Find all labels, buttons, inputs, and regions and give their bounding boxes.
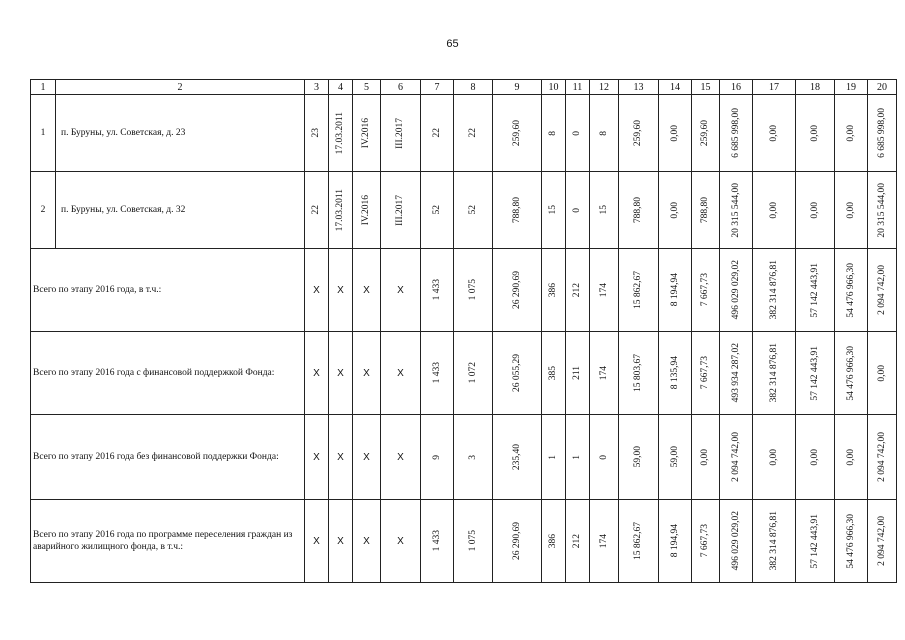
table-cell [835, 172, 868, 249]
cell-value: 496 029 029,02 [730, 260, 741, 320]
cell-value: 6 685 998,00 [876, 108, 887, 158]
cell-value: 259,60 [511, 119, 522, 147]
summary-cell [421, 249, 454, 332]
table-cell [796, 172, 835, 249]
cell-value: IV.2016 [361, 194, 371, 226]
cell-value: 57 142 443,91 [809, 262, 820, 318]
row-address: п. Буруны, ул. Советская, д. 32 [56, 172, 305, 249]
not-applicable-mark: Х [397, 284, 404, 296]
summary-cell [566, 332, 590, 415]
summary-cell [659, 415, 692, 500]
table-cell [542, 172, 566, 249]
summary-cell [692, 249, 720, 332]
cell-value: 0,00 [669, 124, 680, 142]
cell-value: 15 803,67 [633, 354, 643, 392]
cell-value: 0,00 [876, 364, 887, 382]
summary-label: Всего по этапу 2016 года по программе переселения граждан из аварийного жилищного фонда, в т.ч.: [31, 500, 305, 583]
summary-cell [493, 332, 542, 415]
cell-value: 259,60 [700, 119, 710, 147]
summary-cell [753, 500, 796, 583]
not-applicable-mark: Х [313, 284, 320, 296]
table-cell [454, 95, 493, 172]
table-cell [868, 95, 897, 172]
cell-value: 1 433 [431, 530, 442, 552]
header-row [31, 80, 897, 95]
table-cell [566, 172, 590, 249]
cell-value: III.2017 [395, 117, 405, 149]
table-cell [753, 172, 796, 249]
table-row [31, 95, 897, 172]
summary-cell [566, 249, 590, 332]
table-cell [835, 95, 868, 172]
not-applicable-mark: Х [337, 367, 344, 379]
resettlement-table [30, 79, 897, 583]
summary-cell [353, 249, 381, 332]
cell-value: 0 [572, 130, 582, 136]
column-header: 4 [329, 80, 353, 95]
cell-value: 8 194,94 [669, 524, 680, 558]
cell-value: 2 094 742,00 [730, 432, 741, 482]
summary-cell [353, 332, 381, 415]
column-header: 19 [835, 80, 868, 95]
cell-value: IV.2016 [361, 117, 371, 149]
summary-cell [493, 415, 542, 500]
column-header: 10 [542, 80, 566, 95]
summary-cell [493, 500, 542, 583]
cell-value: 54 476 966,30 [845, 262, 856, 318]
summary-cell [868, 249, 897, 332]
table-cell [590, 95, 619, 172]
cell-value: 23 [311, 128, 321, 138]
summary-cell [692, 500, 720, 583]
cell-value: 0 [598, 454, 609, 460]
not-applicable-mark: Х [363, 367, 370, 379]
cell-value: 1 433 [431, 279, 442, 301]
column-header: 2 [56, 80, 305, 95]
cell-value: 54 476 966,30 [845, 513, 856, 569]
cell-value: 212 [572, 533, 582, 549]
table-cell [454, 172, 493, 249]
summary-cell [796, 415, 835, 500]
summary-cell [720, 500, 753, 583]
table-cell [692, 95, 720, 172]
table-cell [421, 95, 454, 172]
cell-value: 20 315 544,00 [730, 182, 741, 238]
cell-value: 7 667,73 [700, 273, 710, 307]
summary-cell [454, 332, 493, 415]
cell-value: 22 [311, 205, 321, 215]
cell-value: 8 [598, 130, 609, 136]
table-cell [720, 95, 753, 172]
summary-cell [835, 249, 868, 332]
summary-cell [590, 415, 619, 500]
column-header: 7 [421, 80, 454, 95]
cell-value: 52 [467, 205, 478, 215]
summary-cell [454, 415, 493, 500]
summary-cell [835, 500, 868, 583]
cell-value: 15 [548, 205, 558, 215]
summary-cell [659, 500, 692, 583]
cell-value: 0,00 [700, 448, 710, 466]
summary-label: Всего по этапу 2016 года, в т.ч.: [31, 249, 305, 332]
cell-value: 235,40 [511, 443, 522, 471]
summary-cell [542, 249, 566, 332]
summary-cell [305, 249, 329, 332]
column-header: 5 [353, 80, 381, 95]
cell-value: 2 094 742,00 [876, 265, 887, 315]
table-cell [381, 172, 421, 249]
summary-cell [753, 415, 796, 500]
cell-value: 9 [431, 454, 442, 460]
summary-cell [619, 500, 659, 583]
table-cell [305, 95, 329, 172]
summary-cell [619, 415, 659, 500]
column-header: 16 [720, 80, 753, 95]
summary-cell [329, 249, 353, 332]
cell-value: 57 142 443,91 [809, 345, 820, 401]
table-cell [619, 95, 659, 172]
summary-cell [421, 500, 454, 583]
column-header: 8 [454, 80, 493, 95]
cell-value: 174 [598, 282, 609, 298]
cell-value: 385 [548, 365, 558, 381]
summary-cell [421, 332, 454, 415]
summary-cell [305, 415, 329, 500]
column-header: 1 [31, 80, 56, 95]
column-header: 17 [753, 80, 796, 95]
summary-cell [353, 415, 381, 500]
cell-value: 493 934 287,02 [730, 343, 741, 403]
cell-value: 54 476 966,30 [845, 345, 856, 401]
cell-value: 57 142 443,91 [809, 513, 820, 569]
summary-row [31, 249, 897, 332]
table-cell [493, 95, 542, 172]
row-number: 1 [31, 95, 56, 172]
summary-row [31, 500, 897, 583]
cell-value: 0,00 [768, 201, 779, 219]
cell-value: 0,00 [845, 448, 856, 466]
table-cell [692, 172, 720, 249]
column-header: 20 [868, 80, 897, 95]
cell-value: 382 314 876,81 [768, 343, 779, 403]
column-header: 13 [619, 80, 659, 95]
not-applicable-mark: Х [337, 451, 344, 463]
column-header: 12 [590, 80, 619, 95]
summary-cell [796, 249, 835, 332]
summary-cell [381, 415, 421, 500]
table-cell [353, 172, 381, 249]
table-cell [868, 172, 897, 249]
summary-cell [796, 332, 835, 415]
cell-value: 0,00 [768, 124, 779, 142]
cell-value: 259,60 [633, 119, 643, 147]
summary-cell [753, 249, 796, 332]
summary-cell [619, 332, 659, 415]
cell-value: 8 194,94 [669, 273, 680, 307]
cell-value: 0 [572, 207, 582, 213]
cell-value: 15 862,67 [633, 522, 643, 560]
not-applicable-mark: Х [397, 367, 404, 379]
table-cell [566, 95, 590, 172]
cell-value: 1 [548, 454, 558, 460]
summary-cell [720, 249, 753, 332]
summary-cell [566, 415, 590, 500]
summary-cell [796, 500, 835, 583]
summary-cell [542, 500, 566, 583]
cell-value: 1 [572, 454, 582, 460]
summary-cell [381, 249, 421, 332]
table-cell [619, 172, 659, 249]
row-address: п. Буруны, ул. Советская, д. 23 [56, 95, 305, 172]
summary-cell [454, 500, 493, 583]
table-cell [659, 95, 692, 172]
summary-cell [305, 500, 329, 583]
summary-row [31, 415, 897, 500]
summary-cell [720, 415, 753, 500]
summary-cell [329, 415, 353, 500]
cell-value: 382 314 876,81 [768, 260, 779, 320]
not-applicable-mark: Х [337, 284, 344, 296]
cell-value: 8 135,94 [669, 356, 680, 390]
not-applicable-mark: Х [397, 535, 404, 547]
cell-value: 788,80 [633, 196, 643, 224]
cell-value: 174 [598, 533, 609, 549]
cell-value: 7 667,73 [700, 524, 710, 558]
summary-cell [590, 500, 619, 583]
table-cell [493, 172, 542, 249]
not-applicable-mark: Х [313, 367, 320, 379]
cell-value: 0,00 [845, 124, 856, 142]
cell-value: 17.03.2011 [335, 111, 345, 155]
summary-cell [692, 415, 720, 500]
cell-value: 0,00 [845, 201, 856, 219]
summary-cell [421, 415, 454, 500]
column-header: 6 [381, 80, 421, 95]
cell-value: 0,00 [809, 124, 820, 142]
not-applicable-mark: Х [397, 451, 404, 463]
cell-value: 211 [572, 366, 582, 380]
cell-value: 386 [548, 533, 558, 549]
table-cell [329, 172, 353, 249]
not-applicable-mark: Х [313, 535, 320, 547]
summary-cell [868, 415, 897, 500]
cell-value: 22 [467, 128, 478, 138]
column-header: 14 [659, 80, 692, 95]
cell-value: 20 315 544,00 [876, 182, 887, 238]
cell-value: 1 433 [431, 362, 442, 384]
table-row [31, 172, 897, 249]
not-applicable-mark: Х [337, 535, 344, 547]
summary-cell [542, 415, 566, 500]
summary-cell [835, 415, 868, 500]
cell-value: 3 [467, 454, 478, 460]
cell-value: 15 862,67 [633, 271, 643, 309]
summary-label: Всего по этапу 2016 года с финансовой поддержкой Фонда: [31, 332, 305, 415]
table-cell [796, 95, 835, 172]
cell-value: 174 [598, 365, 609, 381]
summary-cell [493, 249, 542, 332]
summary-cell [329, 500, 353, 583]
table-cell [659, 172, 692, 249]
cell-value: 1 072 [467, 362, 478, 384]
cell-value: 0,00 [669, 201, 680, 219]
cell-value: 52 [431, 205, 442, 215]
summary-cell [753, 332, 796, 415]
cell-value: III.2017 [395, 194, 405, 226]
summary-label: Всего по этапу 2016 года без финансовой поддержки Фонда: [31, 415, 305, 500]
summary-cell [868, 332, 897, 415]
summary-cell [305, 332, 329, 415]
table-cell [329, 95, 353, 172]
cell-value: 7 667,73 [700, 356, 710, 390]
summary-cell [381, 332, 421, 415]
summary-cell [454, 249, 493, 332]
summary-cell [353, 500, 381, 583]
page-number: 65 [446, 38, 459, 50]
table-cell [720, 172, 753, 249]
cell-value: 17.03.2011 [335, 188, 345, 232]
cell-value: 212 [572, 282, 582, 298]
summary-cell [590, 249, 619, 332]
column-header: 9 [493, 80, 542, 95]
table-cell [421, 172, 454, 249]
summary-cell [720, 332, 753, 415]
cell-value: 2 094 742,00 [876, 432, 887, 482]
column-header: 11 [566, 80, 590, 95]
not-applicable-mark: Х [313, 451, 320, 463]
summary-cell [566, 500, 590, 583]
summary-cell [619, 249, 659, 332]
cell-value: 788,80 [700, 196, 710, 224]
summary-cell [835, 332, 868, 415]
cell-value: 26 290,69 [511, 522, 522, 560]
column-header: 18 [796, 80, 835, 95]
table-cell [542, 95, 566, 172]
cell-value: 382 314 876,81 [768, 511, 779, 571]
summary-cell [381, 500, 421, 583]
cell-value: 6 685 998,00 [730, 108, 741, 158]
summary-cell [659, 332, 692, 415]
summary-cell [659, 249, 692, 332]
summary-cell [590, 332, 619, 415]
table-cell [353, 95, 381, 172]
summary-row [31, 332, 897, 415]
table-cell [753, 95, 796, 172]
cell-value: 496 029 029,02 [730, 511, 741, 571]
cell-value: 22 [431, 128, 442, 138]
not-applicable-mark: Х [363, 535, 370, 547]
not-applicable-mark: Х [363, 284, 370, 296]
cell-value: 0,00 [768, 448, 779, 466]
cell-value: 0,00 [809, 201, 820, 219]
cell-value: 26 055,29 [511, 354, 522, 392]
cell-value: 2 094 742,00 [876, 516, 887, 566]
table-cell [381, 95, 421, 172]
summary-cell [692, 332, 720, 415]
cell-value: 1 075 [467, 530, 478, 552]
cell-value: 0,00 [809, 448, 820, 466]
cell-value: 788,80 [511, 196, 522, 224]
cell-value: 59,00 [669, 446, 680, 468]
cell-value: 386 [548, 282, 558, 298]
cell-value: 1 075 [467, 279, 478, 301]
summary-cell [329, 332, 353, 415]
not-applicable-mark: Х [363, 451, 370, 463]
cell-value: 15 [598, 205, 609, 215]
table-cell [305, 172, 329, 249]
summary-cell [868, 500, 897, 583]
column-header: 3 [305, 80, 329, 95]
table-cell [590, 172, 619, 249]
cell-value: 26 290,69 [511, 271, 522, 309]
row-number: 2 [31, 172, 56, 249]
summary-cell [542, 332, 566, 415]
cell-value: 8 [548, 130, 558, 136]
cell-value: 59,00 [633, 446, 643, 468]
column-header: 15 [692, 80, 720, 95]
